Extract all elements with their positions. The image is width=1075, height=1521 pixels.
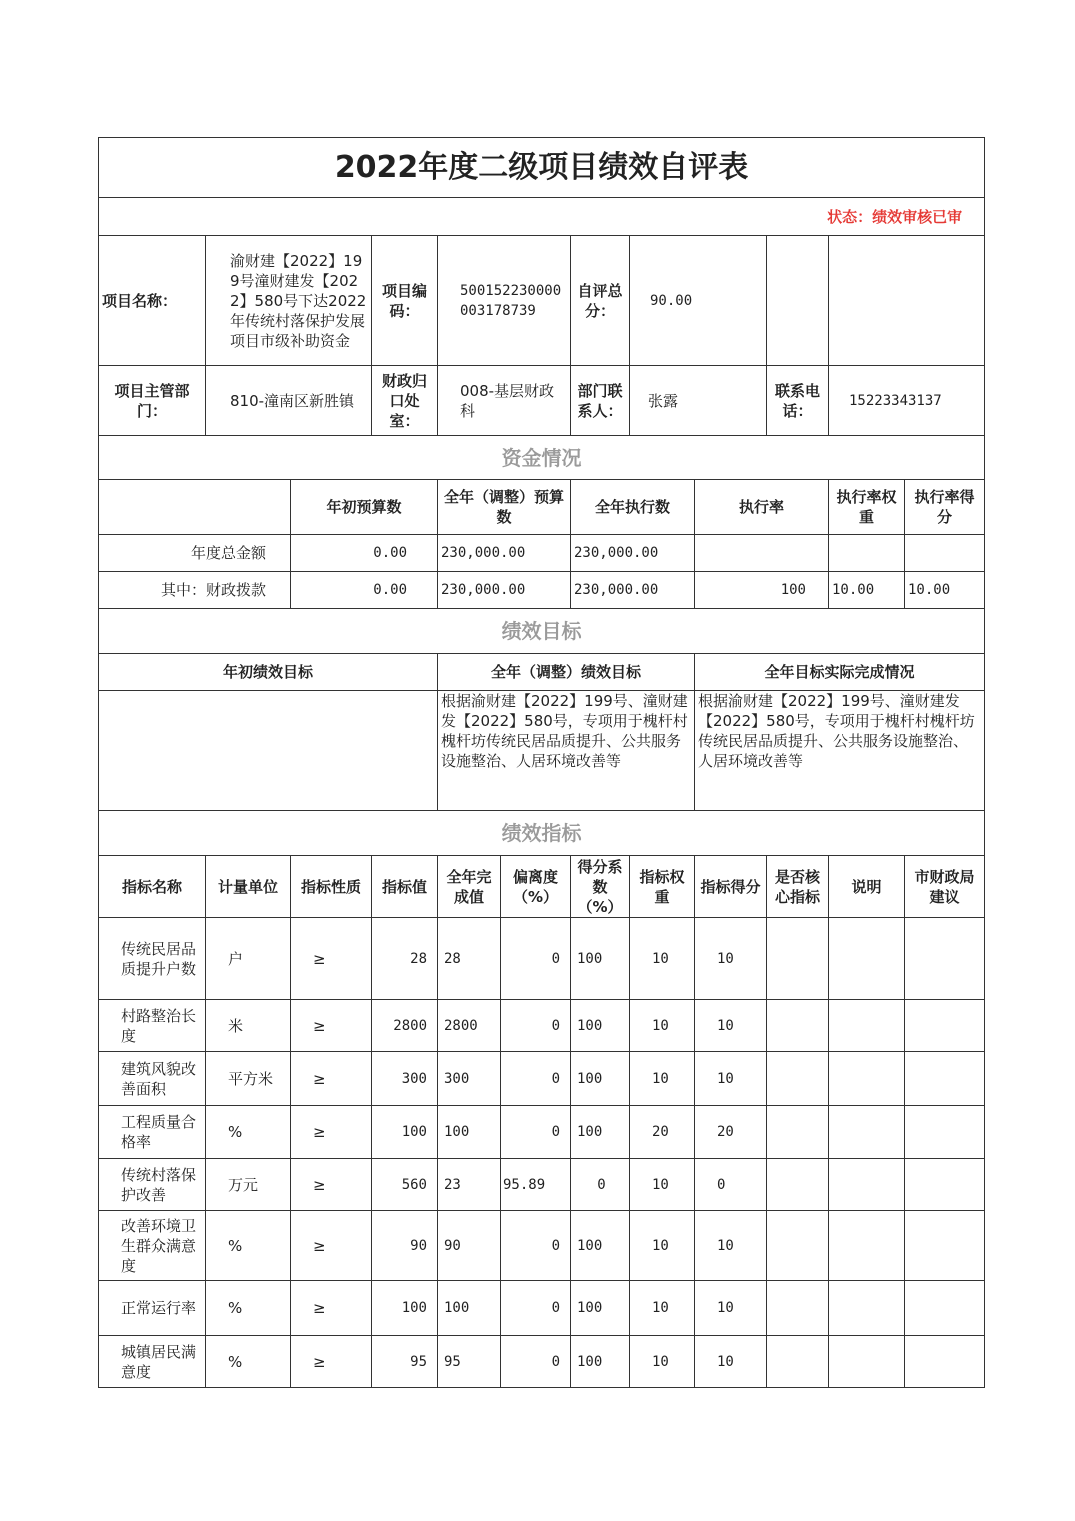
indicator-score: 10 [695,1336,767,1388]
indicator-header: 偏离度（%） [501,856,571,918]
funds-rate [695,535,829,572]
indicator-name: 工程质量合格率 [99,1106,206,1159]
funds-adjusted: 230,000.00 [438,535,571,572]
indicators-section-row [99,811,985,856]
indicator-nature: ≥ [291,1159,372,1211]
indicator-rows [99,918,985,1388]
contact-person-label: 部门联系人： [571,366,630,436]
indicator-coefficient: 100 [571,1336,630,1388]
goals-initial [99,691,438,811]
indicator-unit: 户 [206,918,291,1000]
indicator-core-flag [767,1106,829,1159]
indicator-completed: 28 [438,918,501,1000]
project-info-row-1 [99,236,985,366]
indicator-core-flag [767,1159,829,1211]
indicator-deviation: 95.89 [501,1159,571,1211]
indicator-core-flag [767,1281,829,1336]
finance-office-value: 008-基层财政科 [438,366,571,436]
goals-header: 全年目标实际完成情况 [695,654,985,691]
indicator-coefficient: 100 [571,1281,630,1336]
indicator-header: 得分系数（%） [571,856,630,918]
funds-header: 执行率得分 [905,480,985,535]
department-value: 810-潼南区新胜镇 [206,366,372,436]
funds-adjusted: 230,000.00 [438,572,571,609]
indicator-score: 20 [695,1106,767,1159]
indicator-advice [905,918,985,1000]
indicator-note [829,1281,905,1336]
indicator-deviation: 0 [501,1052,571,1106]
indicator-header: 是否核心指标 [767,856,829,918]
indicator-unit: 万元 [206,1159,291,1211]
indicator-name: 改善环境卫生群众满意度 [99,1211,206,1281]
indicator-weight: 10 [630,1159,695,1211]
indicator-core-flag [767,918,829,1000]
indicator-score: 10 [695,918,767,1000]
performance-evaluation-table [98,137,985,1388]
funds-executed: 230,000.00 [571,572,695,609]
indicator-deviation: 0 [501,1211,571,1281]
funds-row-label: 其中：财政拨款 [99,572,291,609]
goals-section-title: 绩效目标 [99,609,985,654]
indicator-advice [905,1106,985,1159]
finance-office-label: 财政归口处室： [372,366,438,436]
goals-actual: 根据渝财建【2022】199号、潼财建发【2022】580号，专项用于槐杆村槐杆坊传统民居品质提升、公共服务设施整治、人居环境改善等 [695,691,985,811]
indicator-unit: % [206,1281,291,1336]
indicator-deviation: 0 [501,1336,571,1388]
self-score-label: 自评总分： [571,236,630,366]
goals-header-row [99,654,985,691]
indicator-coefficient: 100 [571,1052,630,1106]
title-row [99,138,985,198]
indicator-name: 传统民居品质提升户数 [99,918,206,1000]
funds-score [905,535,985,572]
indicator-name: 建筑风貌改善面积 [99,1052,206,1106]
indicator-completed: 100 [438,1106,501,1159]
funds-row [99,572,985,609]
indicator-row [99,1336,985,1388]
page-title: 2022年度二级项目绩效自评表 [99,138,985,198]
funds-initial: 0.00 [291,572,438,609]
indicator-weight: 10 [630,1336,695,1388]
indicator-name: 村路整治长度 [99,1000,206,1052]
contact-person-value: 张露 [630,366,767,436]
funds-header: 执行率权重 [829,480,905,535]
indicator-name: 正常运行率 [99,1281,206,1336]
funds-header: 执行率 [695,480,829,535]
indicator-advice [905,1336,985,1388]
empty-cell [829,236,985,366]
indicator-coefficient: 100 [571,918,630,1000]
indicator-target: 300 [372,1052,438,1106]
indicator-name: 传统村落保护改善 [99,1159,206,1211]
indicator-weight: 10 [630,1211,695,1281]
project-code-label: 项目编码： [372,236,438,366]
indicator-target: 560 [372,1159,438,1211]
indicator-target: 95 [372,1336,438,1388]
indicator-unit: 米 [206,1000,291,1052]
indicator-nature: ≥ [291,918,372,1000]
funds-executed: 230,000.00 [571,535,695,572]
funds-weight: 10.00 [829,572,905,609]
indicator-header: 说明 [829,856,905,918]
indicator-advice [905,1159,985,1211]
indicator-coefficient: 100 [571,1000,630,1052]
indicator-completed: 95 [438,1336,501,1388]
indicator-note [829,1211,905,1281]
indicator-nature: ≥ [291,1281,372,1336]
goals-adjusted: 根据渝财建【2022】199号、潼财建发【2022】580号，专项用于槐杆村槐杆坊传统民居品质提升、公共服务设施整治、人居环境改善等 [438,691,695,811]
indicator-note [829,1052,905,1106]
phone-value: 15223343137 [829,366,985,436]
indicator-score: 10 [695,1211,767,1281]
indicator-completed: 90 [438,1211,501,1281]
funds-initial: 0.00 [291,535,438,572]
indicator-deviation: 0 [501,918,571,1000]
indicator-row [99,1281,985,1336]
indicator-advice [905,1052,985,1106]
indicator-target: 28 [372,918,438,1000]
indicator-nature: ≥ [291,1000,372,1052]
project-name-label: 项目名称： [99,236,206,366]
indicator-row [99,1159,985,1211]
funds-section-row [99,436,985,480]
indicator-header: 指标得分 [695,856,767,918]
status-badge: 状态：绩效审核已审 [99,198,985,236]
indicator-header: 指标值 [372,856,438,918]
indicator-header: 计量单位 [206,856,291,918]
indicator-score: 10 [695,1052,767,1106]
indicator-nature: ≥ [291,1106,372,1159]
funds-rate: 100 [695,572,829,609]
indicator-weight: 20 [630,1106,695,1159]
indicator-unit: % [206,1211,291,1281]
indicator-score: 10 [695,1281,767,1336]
indicator-deviation: 0 [501,1106,571,1159]
indicator-note [829,1159,905,1211]
indicator-score: 10 [695,1000,767,1052]
status-row [99,198,985,236]
indicator-core-flag [767,1211,829,1281]
indicator-nature: ≥ [291,1211,372,1281]
indicator-completed: 2800 [438,1000,501,1052]
goals-header: 年初绩效目标 [99,654,438,691]
indicator-deviation: 0 [501,1281,571,1336]
indicator-unit: % [206,1106,291,1159]
indicator-nature: ≥ [291,1336,372,1388]
indicator-row [99,918,985,1000]
indicator-weight: 10 [630,1000,695,1052]
indicator-nature: ≥ [291,1052,372,1106]
indicator-name: 城镇居民满意度 [99,1336,206,1388]
funds-row [99,535,985,572]
indicator-note [829,918,905,1000]
funds-header: 全年（调整）预算数 [438,480,571,535]
goals-header: 全年（调整）绩效目标 [438,654,695,691]
indicator-weight: 10 [630,1281,695,1336]
indicator-coefficient: 100 [571,1211,630,1281]
indicator-score: 0 [695,1159,767,1211]
indicator-unit: % [206,1336,291,1388]
funds-section-title: 资金情况 [99,436,985,480]
indicator-target: 90 [372,1211,438,1281]
goals-content-row [99,691,985,811]
indicator-weight: 10 [630,1052,695,1106]
department-label: 项目主管部门： [99,366,206,436]
indicator-weight: 10 [630,918,695,1000]
funds-row-label: 年度总金额 [99,535,291,572]
indicator-coefficient: 0 [571,1159,630,1211]
indicator-advice [905,1211,985,1281]
funds-score: 10.00 [905,572,985,609]
indicators-header-row [99,856,985,918]
indicator-coefficient: 100 [571,1106,630,1159]
goals-section-row [99,609,985,654]
project-code-value: 500152230000003178739 [438,236,571,366]
indicator-deviation: 0 [501,1000,571,1052]
phone-label: 联系电话： [767,366,829,436]
indicator-unit: 平方米 [206,1052,291,1106]
indicators-section-title: 绩效指标 [99,811,985,856]
indicator-completed: 300 [438,1052,501,1106]
funds-weight [829,535,905,572]
indicator-advice [905,1281,985,1336]
empty-cell [99,480,291,535]
indicator-row [99,1211,985,1281]
indicator-core-flag [767,1336,829,1388]
self-score-value: 90.00 [630,236,767,366]
indicator-header: 全年完成值 [438,856,501,918]
indicator-completed: 23 [438,1159,501,1211]
funds-header-row [99,480,985,535]
indicator-row [99,1052,985,1106]
indicator-row [99,1106,985,1159]
indicator-note [829,1000,905,1052]
indicator-header: 指标名称 [99,856,206,918]
indicator-note [829,1336,905,1388]
project-info-row-2 [99,366,985,436]
funds-header: 年初预算数 [291,480,438,535]
indicator-advice [905,1000,985,1052]
indicator-core-flag [767,1000,829,1052]
empty-cell [767,236,829,366]
indicator-target: 2800 [372,1000,438,1052]
indicator-note [829,1106,905,1159]
indicator-target: 100 [372,1281,438,1336]
indicator-header: 市财政局建议 [905,856,985,918]
indicator-row [99,1000,985,1052]
funds-header: 全年执行数 [571,480,695,535]
indicator-header: 指标权重 [630,856,695,918]
project-name-value: 渝财建【2022】199号潼财建发【2022】580号下达2022年传统村落保护发展项目市级补助资金 [206,236,372,366]
indicator-target: 100 [372,1106,438,1159]
indicator-core-flag [767,1052,829,1106]
indicator-completed: 100 [438,1281,501,1336]
indicator-header: 指标性质 [291,856,372,918]
